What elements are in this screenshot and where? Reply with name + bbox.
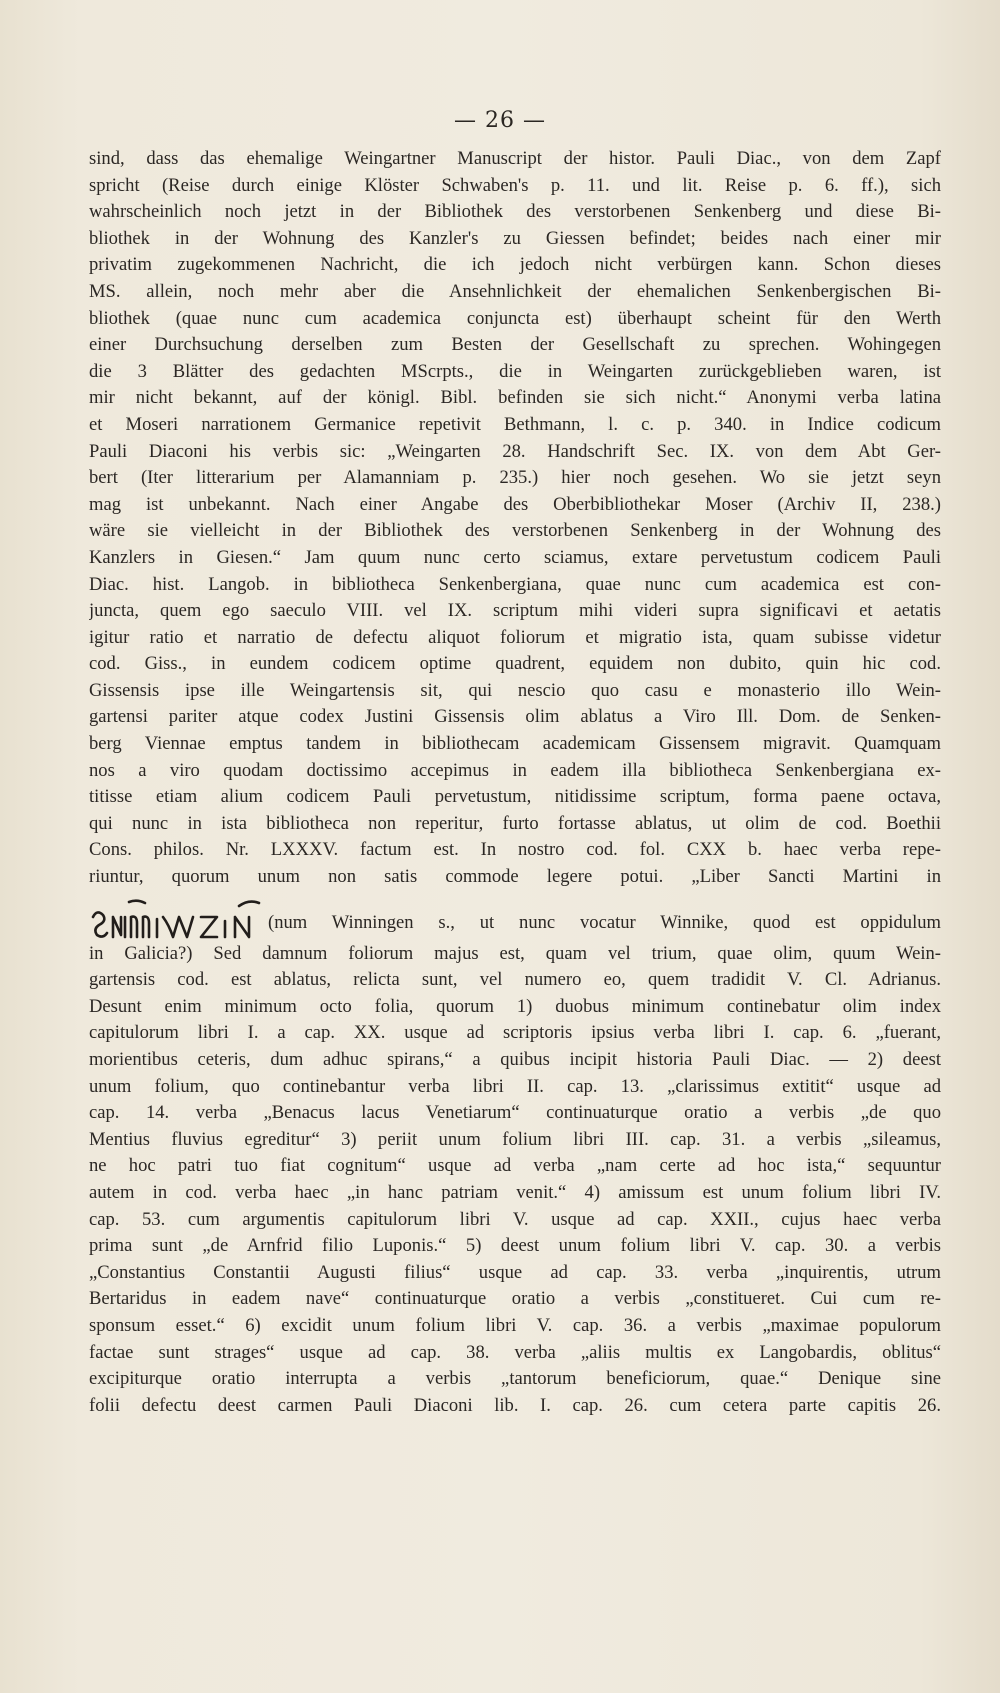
text-line: Pauli Diaconi his verbis sic: „Weingarten 28. Handschrift Sec. IX. von dem Abt Ger- <box>89 440 941 462</box>
text-line: cap. 53. cum argumentis capitulorum libri V. usque ad cap. XXII., cujus haec verba <box>89 1208 941 1230</box>
text-line: berg Viennae emptus tandem in bibliothecam academicam Gissensem migravit. Quamquam <box>89 733 941 755</box>
text-line: die 3 Blätter des gedachten MScrpts., die in Weingarten zurückgeblieben waren, ist <box>89 360 941 382</box>
page-number: — 26 — <box>454 108 546 133</box>
text-line: et Moseri narrationem Germanice repetivit Bethmann, l. c. p. 340. in Indice codicum <box>89 413 941 435</box>
text-line: excipiturque oratio interrupta a verbis „tantorum beneficiorum, quae.“ Denique sine <box>89 1368 941 1390</box>
text-line: einer Durchsuchung derselben zum Besten der Gesellschaft zu sprechen. Wohingegen <box>89 334 941 356</box>
text-line: riuntur, quorum unum non satis commode legere potui. „Liber Sancti Martini in <box>89 866 941 888</box>
text-line-after-handwriting: (num Winningen s., ut nunc vocatur Winnike, quod est oppidulum <box>268 912 941 934</box>
text-line: morientibus ceteris, dum adhuc spirans,“ a quibus incipit historia Pauli Diac. — 2) deest <box>89 1049 941 1070</box>
text-line: bliothek (quae nunc cum academica conjuncta est) überhaupt scheint für den Werth <box>89 307 941 329</box>
text-line: spricht (Reise durch einige Klöster Schwaben's p. 11. und lit. Reise p. 6. ff.), sich <box>89 174 941 196</box>
handwritten-word-winningen <box>89 897 264 941</box>
text-line: autem in cod. verba haec „in hanc patriam venit.“ 4) amissum est unum folium libri IV. <box>89 1181 941 1203</box>
text-line: Diac. hist. Langob. in bibliotheca Senkenbergiana, quae nunc cum academica est con- <box>89 573 941 595</box>
text-line: sind, dass das ehemalige Weingartner Manuscript der histor. Pauli Diac., von dem Zapf <box>89 148 941 169</box>
text-line: bliothek in der Wohnung des Kanzler's zu Giessen befindet; beides nach einer mir <box>89 227 941 249</box>
text-line: Bertaridus in eadem nave“ continuaturque oratio a verbis „constitueret. Cui cum re- <box>89 1288 941 1310</box>
text-line: wäre sie vielleicht in der Bibliothek des verstorbenen Senkenberg in der Wohnung des <box>89 520 941 542</box>
text-line: mag ist unbekannt. Nach einer Angabe des Oberbibliothekar Moser (Archiv II, 238.) <box>89 493 941 515</box>
text-line: nos a viro quodam doctissimo accepimus in eadem illa bibliotheca Senkenbergiana ex- <box>89 759 941 781</box>
text-line: Cons. philos. Nr. LXXXV. factum est. In nostro cod. fol. CXX b. haec verba repe- <box>89 839 941 861</box>
text-line: Gissensis ipse ille Weingartensis sit, qui nescio quo casu e monasterio illo Wein- <box>89 679 941 701</box>
text-line: capitulorum libri I. a cap. XX. usque ad scriptoris ipsius verba libri I. cap. 6. „fuerant, <box>89 1022 941 1044</box>
text-line: sponsum esset.“ 6) excidit unum folium libri V. cap. 36. a verbis „maximae populorum <box>89 1314 941 1336</box>
text-line: MS. allein, noch mehr aber die Ansehnlichkeit der ehemalichen Senkenbergischen Bi- <box>89 280 941 302</box>
text-line-with-handwriting <box>89 891 941 941</box>
text-line: Desunt enim minimum octo folia, quorum 1) duobus minimum continebatur olim index <box>89 995 941 1017</box>
body-text <box>89 146 941 1419</box>
text-line: prima sunt „de Arnfrid filio Luponis.“ 5) deest unum folium libri V. cap. 30. a verbis <box>89 1235 941 1257</box>
text-line: factae sunt strages“ usque ad cap. 38. verba „aliis multis ex Langobardis, oblitus“ <box>89 1341 941 1363</box>
text-line: folii defectu deest carmen Pauli Diaconi lib. I. cap. 26. cum cetera parte capitis 26. <box>89 1394 941 1416</box>
text-line: cap. 14. verba „Benacus lacus Venetiarum“ continuaturque oratio a verbis „de quo <box>89 1102 941 1124</box>
text-line: igitur ratio et narratio de defectu aliquot foliorum et migratio ista, quam subisse videtur <box>89 626 941 648</box>
text-line: ne hoc patri tuo fiat cognitum“ usque ad verba „nam certe ad hoc ista,“ sequuntur <box>89 1155 941 1177</box>
text-line: Kanzlers in Giesen.“ Jam quum nunc certo sciamus, extare pervetustum codicem Pauli <box>89 546 941 568</box>
text-line: „Constantius Constantii Augusti filius“ usque ad cap. 33. verba „inquirentis, utrum <box>89 1261 941 1283</box>
text-line: privatim zugekommenen Nachricht, die ich jedoch nicht verbürgen kann. Schon dieses <box>89 254 941 276</box>
text-line: titisse etiam alium codicem Pauli pervetustum, nitidissime scriptum, forma paene octava, <box>89 786 941 808</box>
text-line: juncta, quem ego saeculo VIII. vel IX. scriptum mihi videri supra significavi et aetatis <box>89 600 941 622</box>
text-line: wahrscheinlich noch jetzt in der Bibliothek des verstorbenen Senkenberg und diese Bi- <box>89 201 941 223</box>
text-line: unum folium, quo continebantur verba libri II. cap. 13. „clarissimus extitit“ usque ad <box>89 1075 941 1097</box>
text-line: gartensi pariter atque codex Justini Gissensis olim ablatus a Viro Ill. Dom. de Senken- <box>89 706 941 728</box>
text-line: bert (Iter litterarium per Alamanniam p. 235.) hier noch gesehen. Wo sie jetzt seyn <box>89 467 941 489</box>
text-line: cod. Giss., in eundem codicem optime quadrent, equidem non dubito, quin hic cod. <box>89 653 941 675</box>
text-line: qui nunc in ista bibliotheca non reperitur, furto fortasse ablatus, ut olim de cod. Boethii <box>89 812 941 834</box>
text-line: mir nicht bekannt, auf der königl. Bibl. befinden sie sich nicht.“ Anonymi verba latina <box>89 387 941 409</box>
text-line: gartensis cod. est ablatus, relicta sunt, vel numero eo, quem tradidit V. Cl. Adrianus. <box>89 969 941 991</box>
text-line: Mentius fluvius egreditur“ 3) periit unum folium libri III. cap. 31. a verbis „sileamus, <box>89 1128 941 1150</box>
text-line: in Galicia?) Sed damnum foliorum majus est, quam vel trium, quae olim, quum Wein- <box>89 942 941 964</box>
